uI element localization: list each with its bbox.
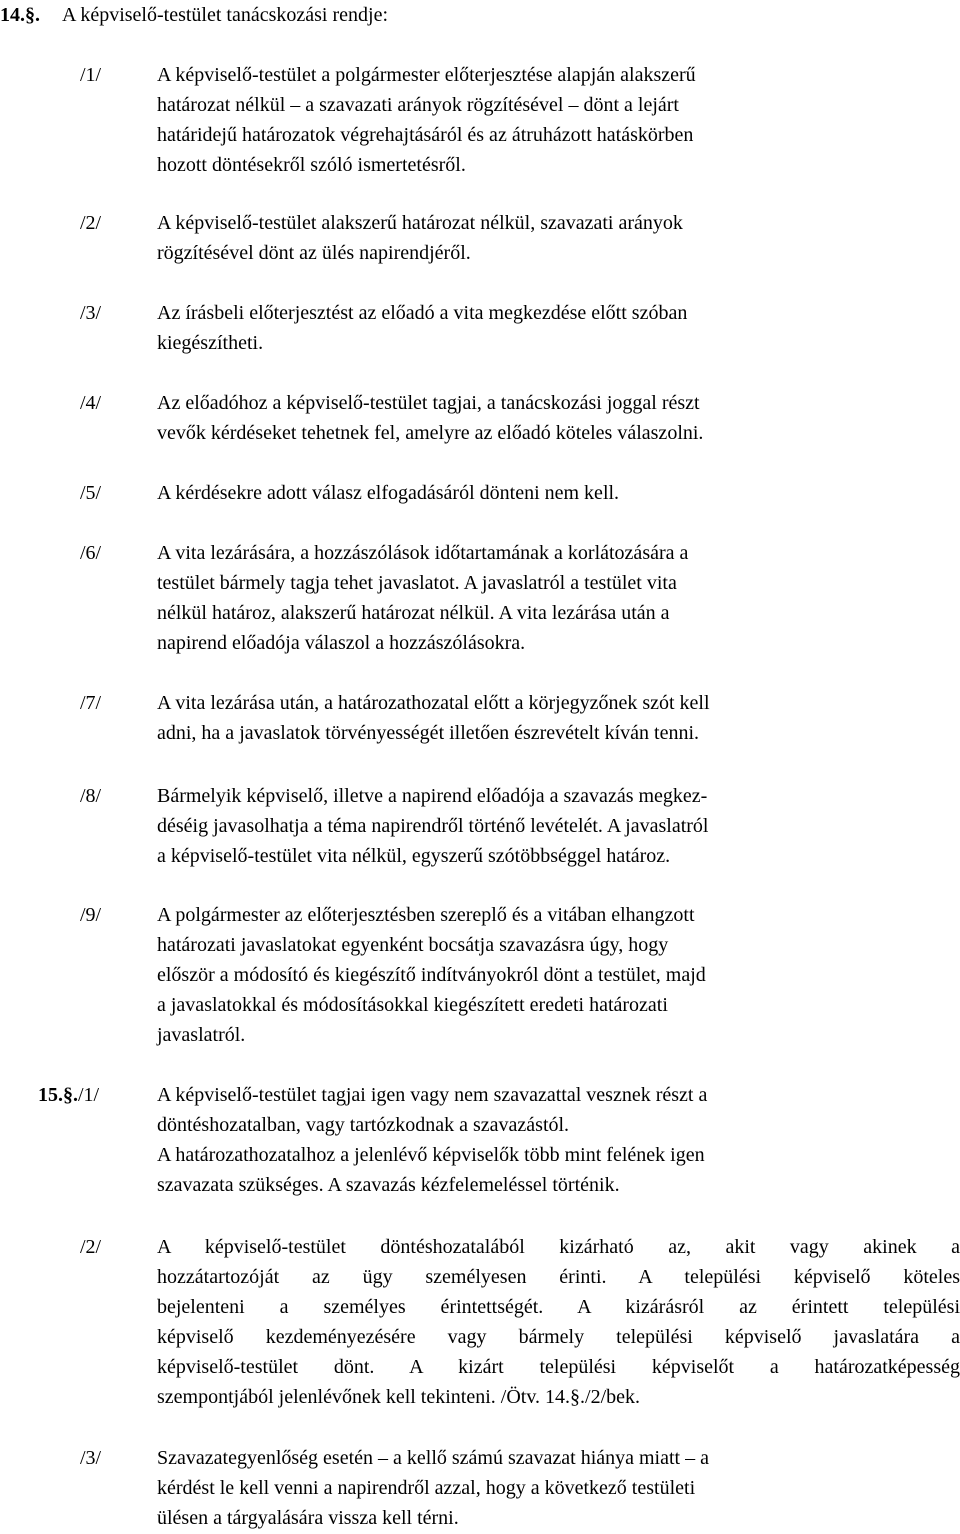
paragraph-line: kiegészítheti. [157,332,264,354]
paragraph-14-4 [0,388,960,448]
section-14-title: A képviselő-testület tanácskozási rendje: [62,4,389,26]
paragraph-label [38,1080,99,1110]
paragraph-label: /1/ [80,64,102,86]
paragraph-line: nélkül határoz, alakszerű határozat nélkül. A vita lezárása után a [157,602,670,624]
paragraph-line: határozati javaslatokat egyenként bocsátja szavazásra úgy, hogy [157,934,669,956]
paragraph-label: /7/ [80,692,102,714]
paragraph-line: határidejű határozatok végrehajtásáról és az átruházott hatáskörben [157,124,694,146]
paragraph-line: képviselő kezdeményezésére vagy bármely települési képviselő javaslatára a [157,1326,960,1348]
paragraph-14-7 [0,688,960,748]
section-15-number: 15.§. [38,1084,78,1106]
paragraph-14-8 [0,781,960,871]
paragraph-line: A képviselő-testület alakszerű határozat nélkül, szavazati arányok [157,212,683,234]
paragraph-15-3 [0,1443,960,1533]
paragraph-line: Bármelyik képviselő, illetve a napirend előadója a szavazás megkez- [157,785,708,807]
paragraph-line: szavazata szükséges. A szavazás kézfelemeléssel történik. [157,1174,620,1196]
paragraph-label: /5/ [80,482,102,504]
paragraph-line: A határozathozatalhoz a jelenlévő képviselők több mint felének igen [157,1144,705,1166]
paragraph-line: rögzítésével dönt az ülés napirendjéről. [157,242,471,264]
paragraph-line: szempontjából jelenlévőnek kell tekinteni. /Ötv. 14.§./2/bek. [157,1386,641,1408]
paragraph-14-1 [0,60,960,180]
paragraph-label: /2/ [80,1236,102,1258]
paragraph-label: /4/ [80,392,102,414]
section-15-first-label: /1/ [78,1084,100,1106]
paragraph-label: /3/ [80,302,102,324]
paragraph-line: A képviselő-testület döntéshozatalából kizárható az, akit vagy akinek a [157,1236,960,1258]
paragraph-line: testület bármely tagja tehet javaslatot. A javaslatról a testület vita [157,572,677,594]
paragraph-line: napirend előadója válaszol a hozzászólásokra. [157,632,526,654]
paragraph-line: déséig javasolhatja a téma napirendről történő levételét. A javaslatról [157,815,709,837]
paragraph-line: Szavazategyenlőség esetén – a kellő számú szavazat hiánya miatt – a [157,1447,709,1469]
paragraph-line: képviselő-testület dönt. A kizárt települési képviselőt a határozatképesség [157,1356,960,1378]
paragraph-line: A polgármester az előterjesztésben szereplő és a vitában elhangzott [157,904,695,926]
paragraph-line: bejelenteni a személyes érintettségét. A kizárásról az érintett települési [157,1296,960,1318]
paragraph-line: A kérdésekre adott válasz elfogadásáról dönteni nem kell. [157,482,620,504]
paragraph-15-1 [0,1080,960,1200]
section-14-number: 14.§. [0,4,40,26]
paragraph-line: határozat nélkül – a szavazati arányok rögzítésével – dönt a lejárt [157,94,679,116]
paragraph-line: kérdést le kell venni a napirendről azzal, hogy a következő testületi [157,1477,696,1499]
paragraph-label: /3/ [80,1447,102,1469]
paragraph-line: hozott döntésekről szóló ismertetésről. [157,154,466,176]
paragraph-label: /8/ [80,785,102,807]
paragraph-14-3 [0,298,960,358]
paragraph-line: ülésen a tárgyalására vissza kell térni. [157,1507,459,1529]
paragraph-line: először a módosító és kiegészítő indítványokról dönt a testület, majd [157,964,706,986]
paragraph-14-2 [0,208,960,268]
paragraph-line: A vita lezárására, a hozzászólások időtartamának a korlátozására a [157,542,689,564]
paragraph-line: A képviselő-testület a polgármester előterjesztése alapján alakszerű [157,64,696,86]
paragraph-line: Az előadóhoz a képviselő-testület tagjai, a tanácskozási joggal részt [157,392,700,414]
paragraph-line: A vita lezárása után, a határozathozatal előtt a körjegyzőnek szót kell [157,692,710,714]
paragraph-line: hozzátartozóját az ügy személyesen érinti. A települési képviselő köteles [157,1266,960,1288]
paragraph-line: a képviselő-testület vita nélkül, egyszerű szótöbbséggel határoz. [157,845,671,867]
paragraph-label: /2/ [80,212,102,234]
paragraph-line: vevők kérdéseket tehetnek fel, amelyre az előadó köteles válaszolni. [157,422,704,444]
paragraph-14-6 [0,538,960,658]
paragraph-15-2 [0,1232,960,1412]
paragraph-14-5 [0,478,960,508]
paragraph-line: adni, ha a javaslatok törvényességét illetően észrevételt kíván tenni. [157,722,700,744]
paragraph-line: javaslatról. [157,1024,246,1046]
paragraph-label: /9/ [80,904,102,926]
paragraph-line: döntéshozatalban, vagy tartózkodnak a szavazástól. [157,1114,570,1136]
paragraph-line: Az írásbeli előterjesztést az előadó a vita megkezdése előtt szóban [157,302,688,324]
paragraph-line: A képviselő-testület tagjai igen vagy nem szavazattal vesznek részt a [157,1084,708,1106]
paragraph-label: /6/ [80,542,102,564]
paragraph-line: a javaslatokkal és módosításokkal kiegészített eredeti határozati [157,994,668,1016]
paragraph-14-9 [0,900,960,1050]
section-14-heading [0,0,388,30]
